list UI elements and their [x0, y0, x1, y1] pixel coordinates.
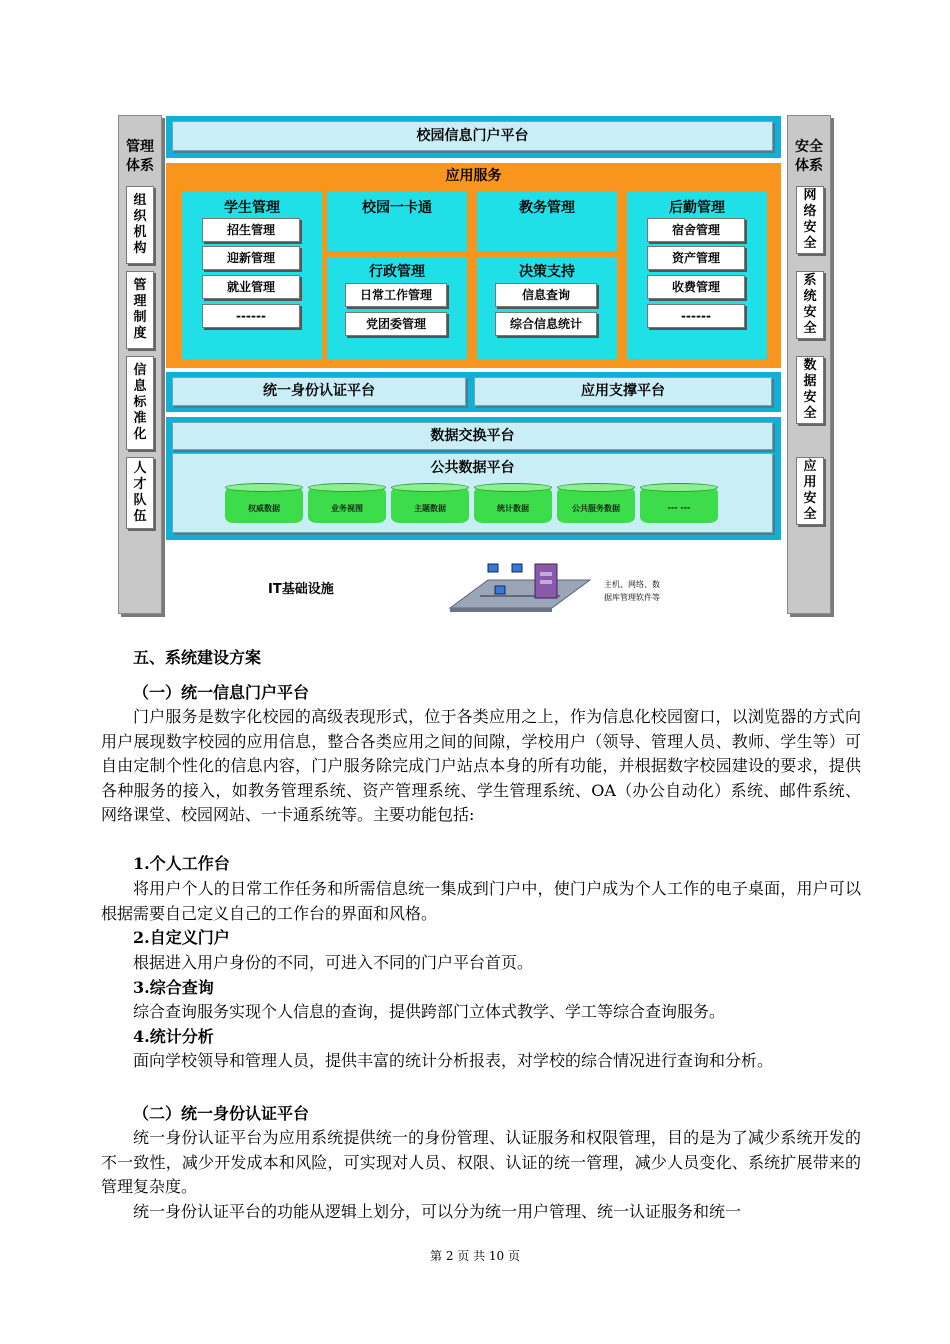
feature-4-heading: 4.统计分析 — [133, 1027, 214, 1046]
db-authority: 权威数据 — [225, 487, 303, 523]
management-system-title: 管理 体系 — [126, 139, 154, 174]
network-security-box: 网 络 安 全 — [796, 186, 824, 254]
public-data-title: 公共数据平台 — [430, 460, 515, 476]
info-query-item: 信息查询 — [495, 283, 597, 307]
db-public-service: 公共服务数据 — [557, 487, 635, 523]
mgmt-rules-box: 管 理 制 度 — [126, 271, 154, 349]
student-more-item: ------ — [202, 304, 300, 328]
app-security-box: 应 用 安 全 — [796, 457, 824, 525]
portal-paragraph: 门户服务是数字化校园的高级表现形式，位于各类应用之上，作为信息化校园窗口，以浏览器的方式向用户展现数字校园的应用信息，整合各类应用之间的间隙，学校用户（领导、管理人员、教师、学生等）可自由定制个性化的信息内容，门户服务除完成门户站点本身的所有功能，并根据数字校园建设的要求，提供各种服务的接入，如教务管理系统、资产管理系统、学生管理系统、OA（办公自动化）系统、邮件系统、网络课堂、校园网站、一卡通系统等。主要功能包括: — [101, 707, 861, 824]
feature-2-paragraph: 根据进入用户身份的不同，可进入不同的门户平台首页。 — [133, 953, 534, 972]
auth-paragraph-1: 统一身份认证平台为应用系统提供统一的身份管理、认证服务和权限管理，目的是为了减少系统开发的不一致性，减少开发成本和风险，可实现对人员、权限、认证的统一管理，减少人员变化、系统扩展带来的管理复杂度。 — [101, 1128, 861, 1196]
talent-team-box: 人 才 队 伍 — [126, 457, 154, 529]
academic-mgmt-title: 教务管理 — [519, 200, 575, 216]
section-heading: 五、系统建设方案 — [133, 648, 262, 667]
exchange-platform-label: 数据交换平台 — [172, 422, 773, 450]
db-subject: 主题数据 — [391, 487, 469, 523]
fee-mgmt-item: 收费管理 — [647, 275, 745, 299]
subsection-auth-heading: （二）统一身份认证平台 — [133, 1104, 310, 1123]
info-standard-box: 信 息 标 准 化 — [126, 356, 154, 450]
network-illustration — [440, 556, 600, 616]
app-services-panel — [166, 163, 781, 368]
campus-card-title: 校园一卡通 — [362, 200, 432, 216]
portal-bar — [166, 116, 781, 158]
security-system-column — [787, 115, 831, 614]
db-more: --- --- — [640, 487, 718, 523]
logistics-mgmt-title: 后勤管理 — [669, 200, 725, 216]
org-structure-box: 组 织 机 构 — [126, 186, 154, 264]
page-footer: 第 2 页 共 10 页 — [430, 1249, 520, 1263]
feature-4-paragraph: 面向学校领导和管理人员，提供丰富的统计分析报表，对学校的综合情况进行查询和分析。 — [133, 1051, 774, 1070]
it-infrastructure-label: IT基础设施 — [268, 582, 334, 597]
app-services-title: 应用服务 — [445, 168, 502, 184]
infra-note: 主机、网络、数 据库管理软件等 — [604, 580, 660, 602]
daily-work-mgmt-item: 日常工作管理 — [345, 283, 447, 307]
subsection-portal-heading: （一）统一信息门户平台 — [133, 683, 310, 702]
security-system-title: 安全 体系 — [795, 139, 823, 174]
feature-3-paragraph: 综合查询服务实现个人信息的查询，提供跨部门立体式教学、学工等综合查询服务。 — [133, 1002, 726, 1021]
admin-mgmt-panel — [327, 257, 467, 359]
portal-label: 校园信息门户平台 — [172, 121, 773, 151]
info-statistics-item: 综合信息统计 — [495, 312, 597, 336]
public-data-area — [172, 453, 773, 533]
db-statistics: 统计数据 — [474, 487, 552, 523]
feature-1-heading: 1.个人工作台 — [133, 854, 230, 873]
party-league-mgmt-item: 党团委管理 — [345, 312, 447, 336]
db-business-view: 业务视图 — [308, 487, 386, 523]
logistics-more-item: ------ — [647, 304, 745, 328]
computer-icon — [495, 586, 505, 594]
decision-support-panel — [477, 257, 617, 359]
student-mgmt-title: 学生管理 — [224, 200, 280, 216]
enrollment-mgmt-item: 招生管理 — [202, 218, 300, 242]
academic-mgmt-panel — [477, 191, 617, 251]
auth-platform-label: 统一身份认证平台 — [172, 377, 466, 406]
asset-mgmt-item: 资产管理 — [647, 246, 745, 270]
feature-3-heading: 3.综合查询 — [133, 978, 214, 997]
auth-support-bar — [166, 372, 781, 412]
logistics-mgmt-panel — [627, 191, 767, 359]
feature-2-heading: 2.自定义门户 — [133, 928, 230, 947]
management-system-column — [118, 115, 162, 614]
computer-icon — [512, 564, 522, 572]
orientation-mgmt-item: 迎新管理 — [202, 246, 300, 270]
admin-mgmt-title: 行政管理 — [369, 264, 425, 280]
support-platform-label: 应用支撑平台 — [474, 377, 772, 406]
data-security-box: 数 据 安 全 — [796, 356, 824, 424]
auth-paragraph-2: 统一身份认证平台的功能从逻辑上划分，可以分为统一用户管理、统一认证服务和统一 — [133, 1202, 742, 1221]
feature-1-paragraph: 将用户个人的日常工作任务和所需信息统一集成到门户中，使门户成为个人工作的电子桌面，用户可以根据需要自己定义自己的工作台的界面和风格。 — [101, 879, 861, 923]
computer-icon — [488, 564, 498, 572]
decision-support-title: 决策支持 — [519, 264, 575, 280]
campus-card-panel — [327, 191, 467, 251]
student-mgmt-panel — [182, 191, 322, 359]
data-platform-panel — [166, 417, 781, 540]
dorm-mgmt-item: 宿舍管理 — [647, 218, 745, 242]
system-security-box: 系 统 安 全 — [796, 271, 824, 339]
employment-mgmt-item: 就业管理 — [202, 275, 300, 299]
